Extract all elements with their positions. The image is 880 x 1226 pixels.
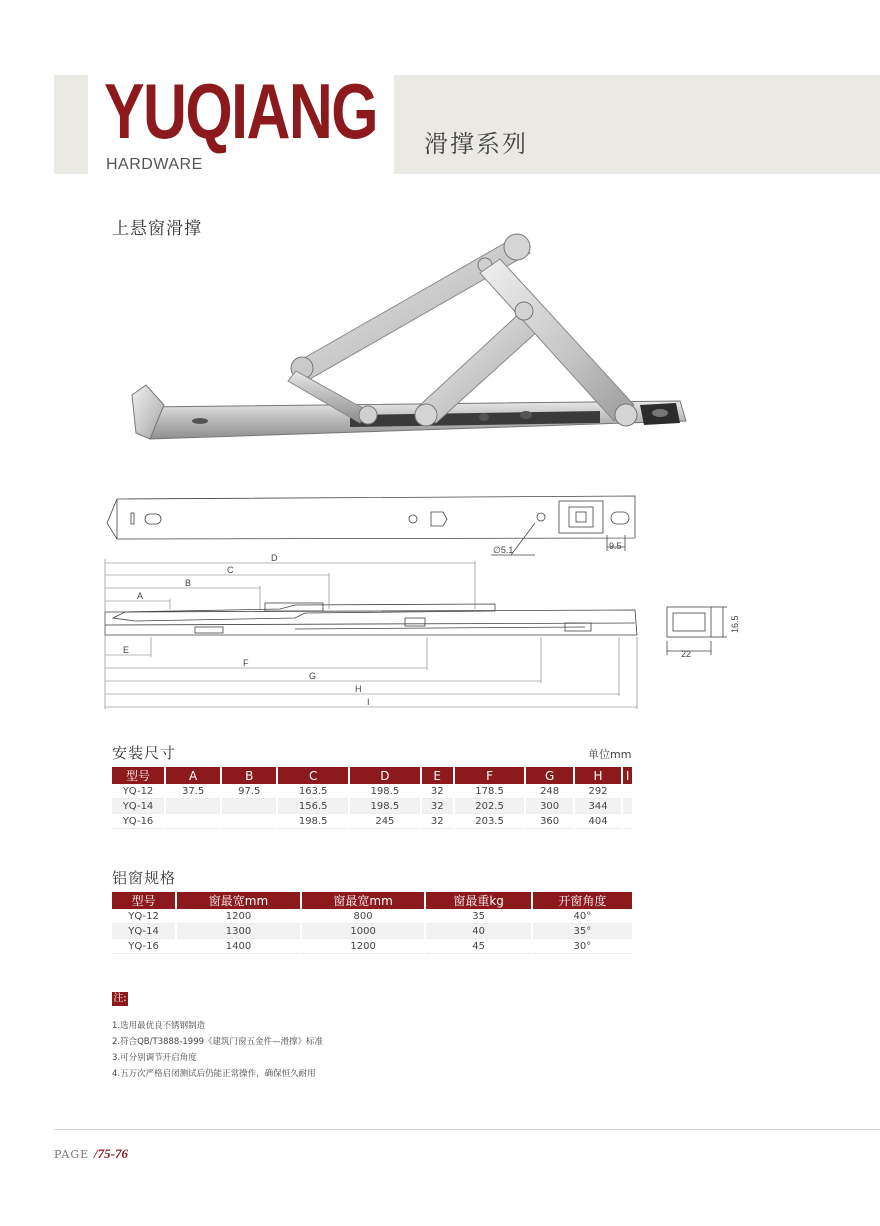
product-title: 上悬窗滑撑 xyxy=(112,219,202,239)
table-row xyxy=(112,924,632,939)
col-header: H xyxy=(575,767,621,784)
col-header: 窗最宽mm xyxy=(302,892,425,909)
dim-label-a: A xyxy=(137,591,144,601)
col-header: F xyxy=(455,767,525,784)
table-cell: 245 xyxy=(350,814,420,829)
table-row xyxy=(112,909,632,924)
table-cell: 300 xyxy=(526,799,572,814)
table-cell: 198.5 xyxy=(350,799,420,814)
col-header: D xyxy=(350,767,420,784)
notes-badge: 注: xyxy=(113,993,127,1004)
col-header: A xyxy=(166,767,220,784)
table-cell: 45 xyxy=(426,939,530,954)
table-cell: YQ-14 xyxy=(112,924,175,939)
table-cell: 178.5 xyxy=(455,784,525,799)
table-cell: 404 xyxy=(575,814,621,829)
series-title: 滑撑系列 xyxy=(424,130,528,158)
dim-label-d: D xyxy=(271,553,278,563)
brand-subtitle: HARDWARE xyxy=(106,156,203,173)
dim-22: 22 xyxy=(681,649,692,659)
dim-9-5: 9.5 xyxy=(609,541,622,551)
page-label: PAGE xyxy=(54,1148,90,1161)
dim-diameter: ∅5.1 xyxy=(493,545,514,555)
table-cell: 248 xyxy=(526,784,572,799)
table-cell xyxy=(623,784,632,799)
col-header: C xyxy=(278,767,348,784)
table-cell xyxy=(222,799,276,814)
table-cell: 40° xyxy=(533,909,632,924)
col-header: 型号 xyxy=(112,892,175,909)
table-cell: 30° xyxy=(533,939,632,954)
window-spec-table xyxy=(110,892,634,954)
table-cell: 292 xyxy=(575,784,621,799)
table-cell: 198.5 xyxy=(278,814,348,829)
table-cell: 1200 xyxy=(302,939,425,954)
note-item: 2.符合QB/T3888-1999《建筑门窗五金件—滑撑》标准 xyxy=(112,1037,324,1047)
table-cell: 202.5 xyxy=(455,799,525,814)
dim-label-e: E xyxy=(123,645,130,655)
note-item: 1.选用最优良不锈钢制造 xyxy=(112,1021,206,1031)
friction-stay-photo xyxy=(120,225,700,465)
table-cell: 156.5 xyxy=(278,799,348,814)
table-cell: 37.5 xyxy=(166,784,220,799)
table-row xyxy=(112,939,632,954)
footer-divider xyxy=(54,1129,880,1130)
table-cell: 35° xyxy=(533,924,632,939)
table-cell: 360 xyxy=(526,814,572,829)
col-header: I xyxy=(623,767,632,784)
table-cell xyxy=(623,814,632,829)
note-item: 4.五万次严格启闭测试后仍能正常操作，确保恒久耐用 xyxy=(112,1069,316,1079)
notes-list xyxy=(112,1018,323,1082)
dim-label-f: F xyxy=(243,658,249,668)
technical-drawing xyxy=(95,485,755,715)
table-cell: 35 xyxy=(426,909,530,924)
table-row xyxy=(112,784,632,799)
table-cell: 97.5 xyxy=(222,784,276,799)
table-cell: YQ-16 xyxy=(112,939,175,954)
col-header: 窗最宽mm xyxy=(177,892,300,909)
table-header-row xyxy=(112,767,632,784)
install-dimension-table xyxy=(110,767,634,829)
col-header: E xyxy=(422,767,453,784)
table-cell: 1000 xyxy=(302,924,425,939)
table-header-row xyxy=(112,892,632,909)
table-cell xyxy=(222,814,276,829)
note-item: 3.可分别调节开启角度 xyxy=(112,1053,197,1063)
dim-16-5: 16.5 xyxy=(730,615,740,633)
dim-label-c: C xyxy=(227,565,234,575)
table-cell: 1200 xyxy=(177,909,300,924)
install-section-title: 安装尺寸 xyxy=(112,744,177,762)
unit-label: 单位mm xyxy=(588,748,632,761)
table-cell: 163.5 xyxy=(278,784,348,799)
table-cell xyxy=(166,814,220,829)
table-cell: YQ-14 xyxy=(112,799,164,814)
table-cell: 1300 xyxy=(177,924,300,939)
dim-label-i: I xyxy=(367,697,370,707)
table-cell: YQ-16 xyxy=(112,814,164,829)
page-number: /75-76 xyxy=(94,1146,128,1161)
col-header: 型号 xyxy=(112,767,164,784)
dim-label-h: H xyxy=(355,684,362,694)
table-cell: 1400 xyxy=(177,939,300,954)
window-section-title: 铝窗规格 xyxy=(112,869,177,887)
table-cell: YQ-12 xyxy=(112,909,175,924)
table-cell: 203.5 xyxy=(455,814,525,829)
table-cell: YQ-12 xyxy=(112,784,164,799)
table-cell: 800 xyxy=(302,909,425,924)
table-cell: 32 xyxy=(422,799,453,814)
table-cell: 198.5 xyxy=(350,784,420,799)
table-cell xyxy=(623,799,632,814)
table-cell xyxy=(166,799,220,814)
table-cell: 32 xyxy=(422,784,453,799)
header-band-left xyxy=(54,75,88,174)
col-header: 开窗角度 xyxy=(533,892,632,909)
table-row xyxy=(112,799,632,814)
table-cell: 32 xyxy=(422,814,453,829)
col-header: 窗最重kg xyxy=(426,892,530,909)
dim-label-b: B xyxy=(185,578,192,588)
table-cell: 40 xyxy=(426,924,530,939)
table-cell: 344 xyxy=(575,799,621,814)
table-row xyxy=(112,814,632,829)
dim-label-g: G xyxy=(309,671,317,681)
col-header: B xyxy=(222,767,276,784)
col-header: G xyxy=(526,767,572,784)
brand-logo-text: YUQIANG xyxy=(104,67,378,155)
